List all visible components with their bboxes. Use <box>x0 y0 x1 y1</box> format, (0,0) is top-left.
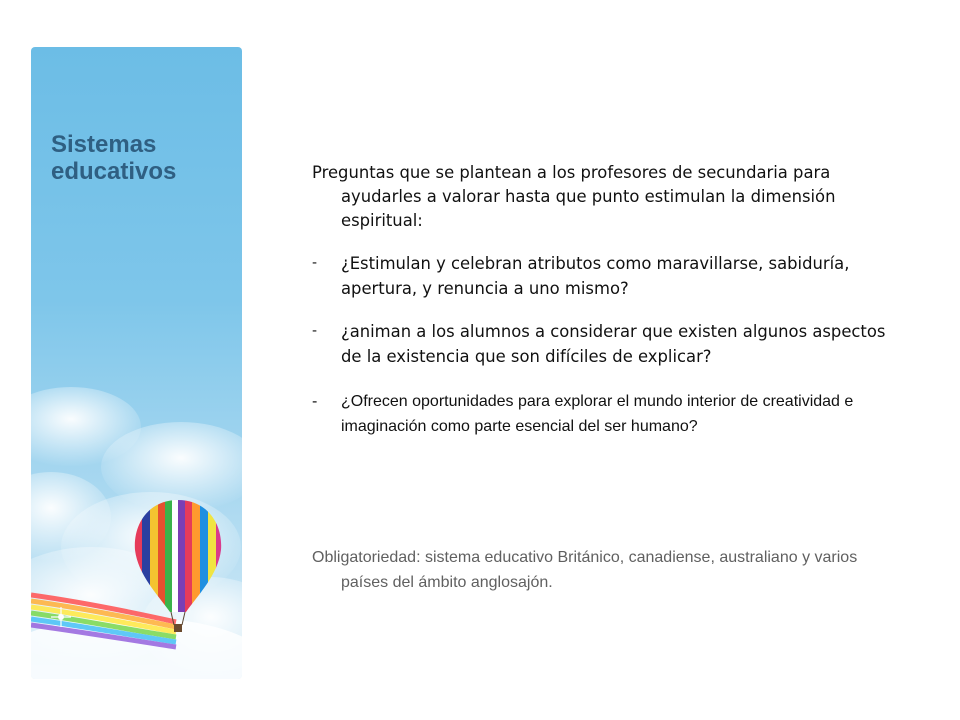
bullet-item <box>312 319 892 369</box>
bullet-text: ¿animan a los alumnos a considerar que existen algunos aspectos de la existencia que son difíciles de explicar? <box>341 322 886 366</box>
footer-note: Obligatoriedad: sistema educativo Británico, canadiense, australiano y varios países del ámbito anglosajón. <box>312 549 858 591</box>
slide-title: Sistemas educativos <box>51 131 177 185</box>
bullet-item <box>312 251 892 301</box>
bullet-dash: - <box>312 323 318 339</box>
bullet-dash: - <box>312 255 318 271</box>
bullet-text: ¿Ofrecen oportunidades para explorar el mundo interior de creatividad e imaginación como parte esencial del ser humano? <box>341 393 854 435</box>
bullet-text: ¿Estimulan y celebran atributos como maravillarse, sabiduría, apertura, y renuncia a uno mismo? <box>341 254 850 298</box>
side-panel <box>31 47 242 679</box>
bullet-item <box>312 389 892 439</box>
bullet-dash: - <box>312 393 318 410</box>
slide-content <box>312 161 892 457</box>
intro-paragraph: Preguntas que se plantean a los profesores de secundaria para ayudarles a valorar hasta que punto estimulan la dimensión espiritual: <box>312 163 836 230</box>
